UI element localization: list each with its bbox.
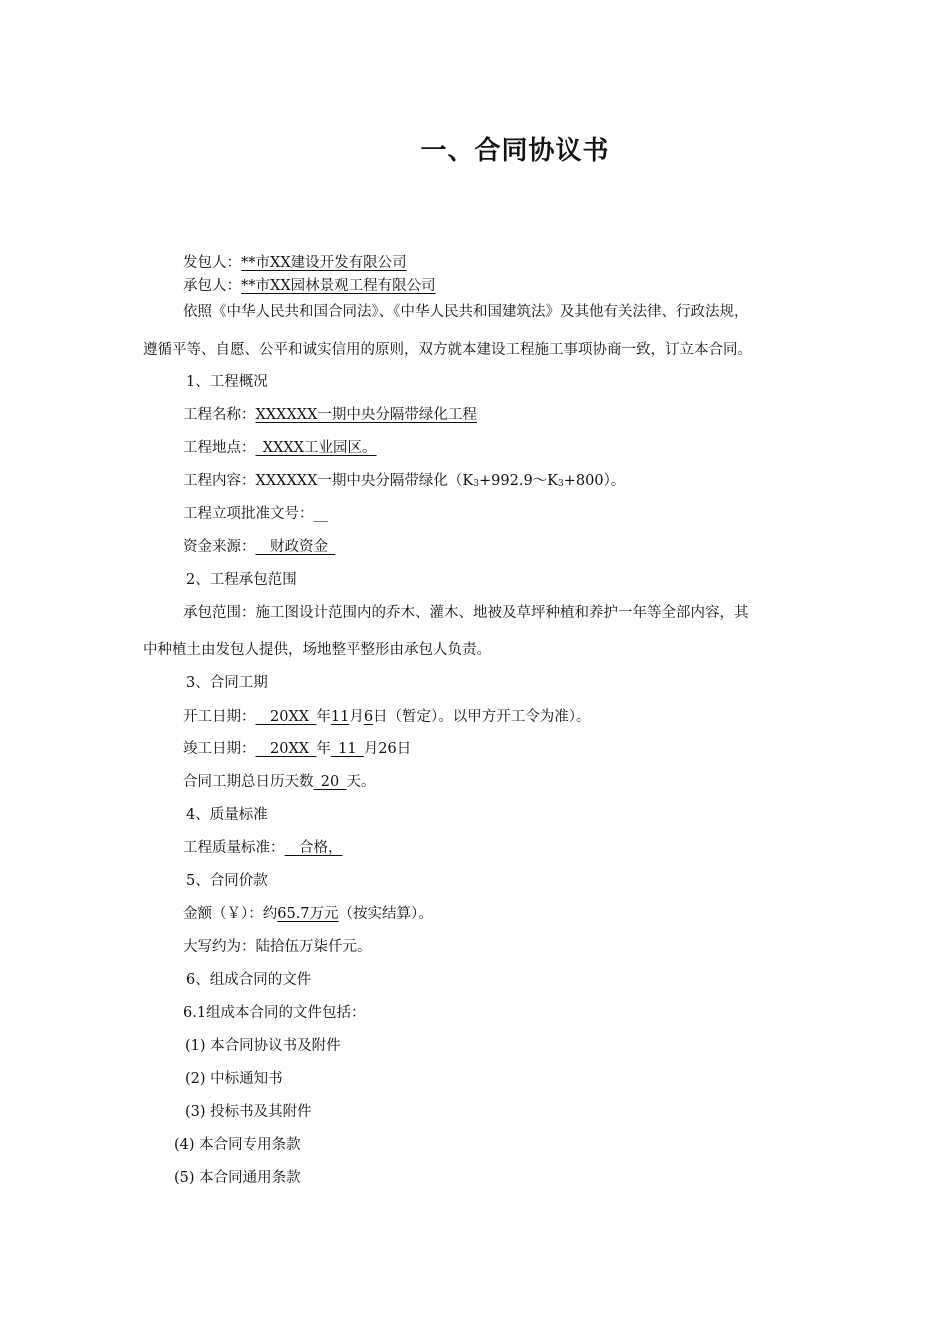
- month-word: 月: [349, 709, 364, 725]
- end-date-label: 竣工日期：: [183, 741, 256, 757]
- amount-label: 金额（￥）：约: [183, 906, 278, 922]
- subscript: 3: [558, 479, 564, 489]
- approval-number-line: [183, 504, 328, 524]
- section-6-heading: 6、组成合同的文件: [186, 972, 312, 988]
- employer-line: [183, 253, 407, 273]
- quality-standard-label: 工程质量标准：: [183, 840, 285, 856]
- project-location-line: [183, 438, 377, 458]
- start-date-label: 开工日期：: [183, 709, 256, 725]
- amount-value: 65.7万元: [277, 906, 339, 922]
- start-year: __20XX_: [255, 709, 317, 725]
- project-name-value: XXXXXX一期中央分隔带绿化工程: [255, 407, 477, 423]
- end-month: _11_: [330, 741, 364, 757]
- intro-line-1: 依照《中华人民共和国合同法》、《中华人民共和国建筑法》及其他有关法律、行政法规，: [183, 304, 749, 320]
- scope-line-2: 中种植土由发包人提供，场地整平整形由承包人负责。: [143, 642, 491, 658]
- quality-standard-line: [183, 838, 343, 858]
- employer-label: 发包人：: [183, 255, 241, 271]
- project-name-line: [183, 405, 477, 425]
- section-4-heading: 4、质量标准: [186, 807, 268, 823]
- end-date-line: [183, 739, 411, 759]
- fund-source-label: 资金来源：: [183, 539, 256, 555]
- amount-rest: （按实结算）。: [338, 906, 433, 922]
- project-location-label: 工程地点：: [183, 440, 256, 456]
- document-item: (4) 本合同专用条款: [174, 1137, 301, 1153]
- amount-caps-line: 大写约为：陆拾伍万柒仟元。: [183, 939, 372, 955]
- year-word: 年: [316, 709, 331, 725]
- year-word: 年: [316, 741, 331, 757]
- project-name-label: 工程名称：: [183, 407, 256, 423]
- total-days-line: [183, 772, 375, 792]
- document-item: (3) 投标书及其附件: [185, 1104, 312, 1120]
- document-item: (5) 本合同通用条款: [174, 1170, 301, 1186]
- project-content-text: +992.9～K: [479, 473, 559, 489]
- amount-line: [183, 904, 433, 924]
- contractor-label: 承包人：: [183, 278, 241, 294]
- page-title: 一、合同协议书: [420, 136, 610, 166]
- project-location-value: _XXXX工业园区。: [255, 440, 377, 456]
- fund-source-value: __财政资金_: [255, 539, 336, 555]
- start-day: 6: [363, 709, 374, 725]
- section-2-heading: 2、工程承包范围: [186, 572, 297, 588]
- total-days-value: _20_: [313, 774, 347, 790]
- approval-number-label: 工程立项批准文号：: [183, 506, 314, 522]
- project-content-label: 工程内容：: [183, 473, 256, 489]
- contractor-value: **市XX园林景观工程有限公司: [241, 278, 436, 294]
- end-date-rest: 月26日: [363, 741, 412, 757]
- contractor-line: [183, 276, 436, 296]
- project-content-text: +800）。: [563, 473, 626, 489]
- section-3-heading: 3、合同工期: [186, 675, 268, 691]
- quality-standard-value: __合格，: [284, 840, 343, 856]
- document-item: (2) 中标通知书: [185, 1071, 283, 1087]
- scope-line-1: 承包范围：施工图设计范围内的乔木、灌木、地被及草坪种植和养护一年等全部内容，其: [183, 605, 749, 621]
- start-month: 11: [330, 709, 350, 725]
- start-date-line: [183, 707, 591, 727]
- section-1-heading: 1、工程概况: [186, 374, 268, 390]
- subscript: 3: [473, 479, 480, 489]
- total-days-unit: 天。: [346, 774, 376, 790]
- total-days-label: 合同工期总日历天数: [183, 774, 314, 790]
- document-item: (1) 本合同协议书及附件: [185, 1038, 341, 1054]
- start-date-rest: 日（暂定）。以甲方开工令为准）。: [373, 709, 591, 725]
- project-content-text: XXXXXX一期中央分隔带绿化（K: [255, 473, 474, 489]
- documents-intro: 6.1组成本合同的文件包括：: [183, 1005, 366, 1021]
- employer-value: **市XX建设开发有限公司: [241, 255, 407, 271]
- section-5-heading: 5、合同价款: [186, 873, 268, 889]
- approval-number-value: __: [313, 506, 328, 522]
- intro-line-2: 遵循平等、自愿、公平和诚实信用的原则，双方就本建设工程施工事项协商一致，订立本合同。: [143, 342, 752, 358]
- fund-source-line: [183, 537, 335, 557]
- end-year: __20XX_: [255, 741, 317, 757]
- project-content-line: [183, 471, 625, 494]
